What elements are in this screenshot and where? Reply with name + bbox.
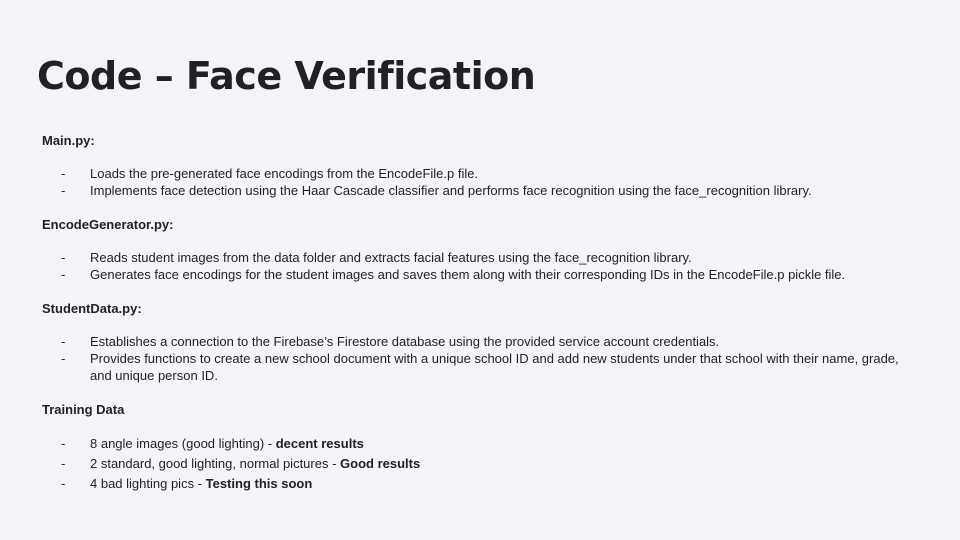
slide-title: Code – Face Verification	[37, 54, 536, 98]
bullet-dash: -	[61, 166, 66, 181]
bullet-text: 4 bad lighting pics -	[90, 476, 206, 491]
bullet-text: Loads the pre-generated face encodings from the EncodeFile.p file.	[90, 166, 479, 181]
bullet-text: 2 standard, good lighting, normal pictures -	[90, 456, 341, 471]
bullet-dash: -	[61, 183, 66, 198]
bullet-dash: -	[61, 250, 66, 265]
section-heading: StudentData.py:	[42, 301, 142, 316]
list-item	[42, 434, 922, 454]
section-training-data	[42, 401, 922, 494]
list-item	[42, 182, 922, 199]
bullet-list	[42, 333, 922, 384]
bullet-text: Reads student images from the data folder and extracts facial features using the face_recognition library.	[90, 250, 692, 265]
bullet-text: Provides functions to create a new school document with a unique school ID and add new students under that school with their name, grade, and unique person ID.	[90, 351, 899, 383]
section-heading: Main.py:	[42, 133, 95, 148]
bullet-dash: -	[61, 267, 66, 282]
section-student-data	[42, 300, 922, 384]
slide-body	[42, 132, 922, 494]
bullet-list	[42, 165, 922, 199]
bullet-list	[42, 249, 922, 283]
bullet-text: 8 angle images (good lighting) -	[90, 436, 276, 451]
result-label: Good results	[340, 456, 421, 471]
bullet-list	[42, 434, 922, 494]
section-encode-generator	[42, 216, 922, 283]
list-item	[42, 454, 922, 474]
bullet-dash: -	[61, 334, 66, 349]
bullet-text: Establishes a connection to the Firebase’s Firestore database using the provided service account credentials.	[90, 334, 720, 349]
result-label: Testing this soon	[205, 476, 313, 491]
list-item	[42, 350, 922, 384]
section-heading: Training Data	[42, 402, 125, 417]
list-item	[42, 249, 922, 266]
bullet-dash: -	[61, 351, 66, 366]
bullet-dash: -	[61, 436, 66, 451]
bullet-text: Generates face encodings for the student images and saves them along with their corresponding IDs in the EncodeFile.p pickle file.	[90, 267, 846, 282]
section-main-py	[42, 132, 922, 199]
list-item	[42, 474, 922, 494]
list-item	[42, 333, 922, 350]
bullet-dash: -	[61, 456, 66, 471]
bullet-dash: -	[61, 476, 66, 491]
result-label: decent results	[275, 436, 364, 451]
bullet-text: Implements face detection using the Haar Cascade classifier and performs face recognition using the face_recognition library.	[90, 183, 812, 198]
section-heading: EncodeGenerator.py:	[42, 217, 174, 232]
list-item	[42, 165, 922, 182]
list-item	[42, 266, 922, 283]
